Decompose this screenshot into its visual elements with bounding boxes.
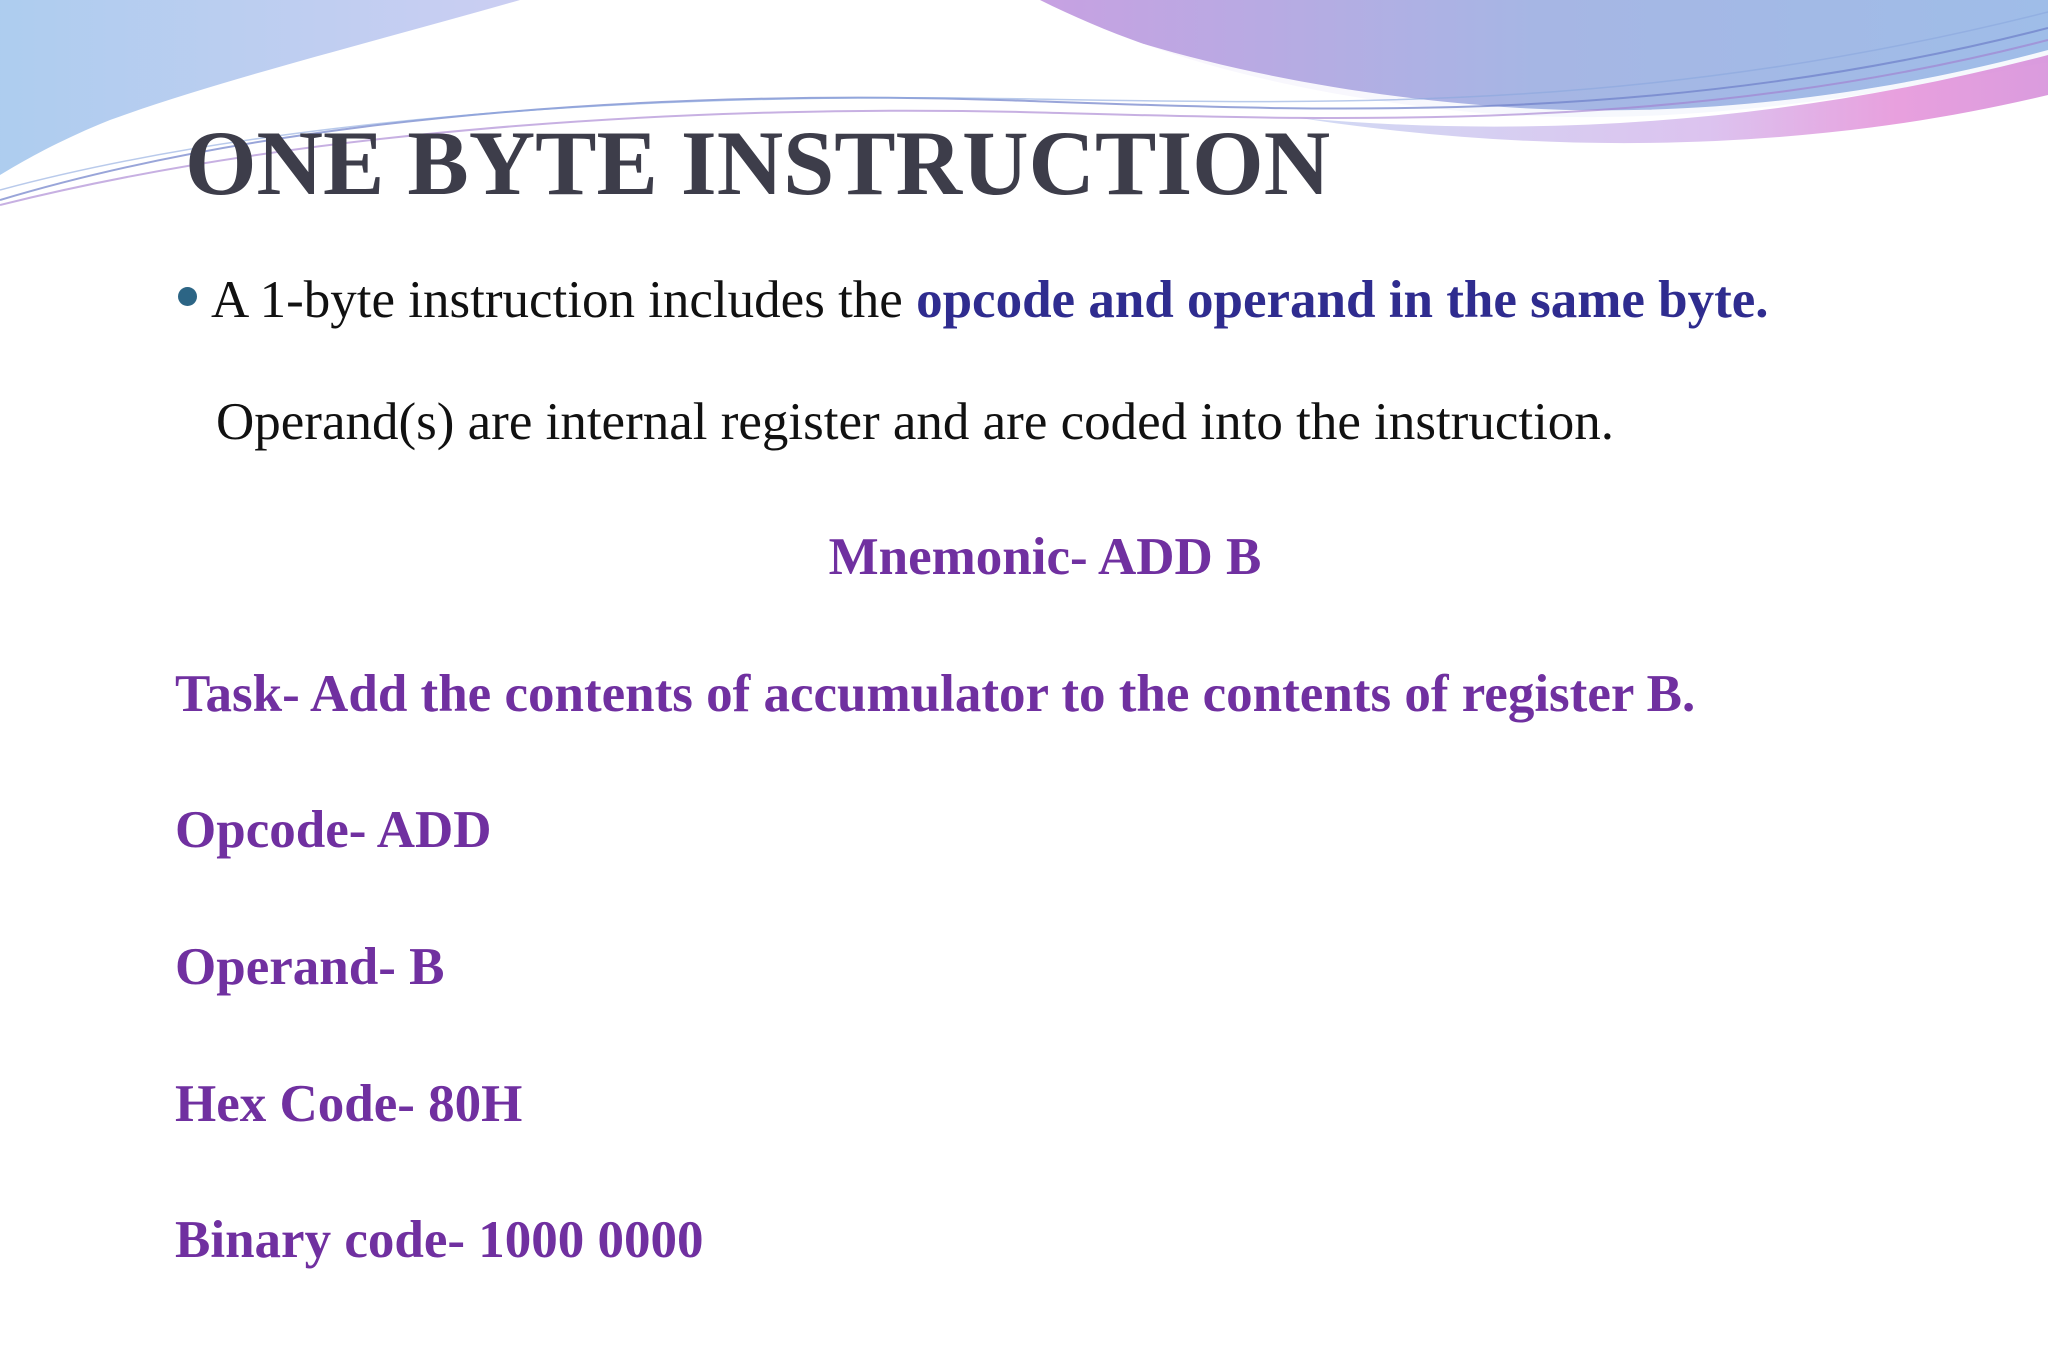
slide-title: ONE BYTE INSTRUCTION: [185, 112, 1331, 214]
bullet-point: [178, 268, 1769, 332]
bullet-continuation: Operand(s) are internal register and are coded into the instruction.: [216, 393, 1615, 451]
opcode-line: Opcode- ADD: [175, 801, 492, 859]
mnemonic-line: Mnemonic- ADD B: [828, 528, 1262, 586]
bullet-text-plain: A 1-byte instruction includes the: [211, 271, 917, 329]
operand-line: Operand- B: [175, 938, 445, 996]
bullet-text-highlight: opcode and operand in the same byte.: [916, 271, 1769, 329]
task-line: Task- Add the contents of accumulator to the contents of register B.: [175, 665, 1696, 723]
bullet-dot-icon: [178, 287, 197, 306]
binary-code-line: Binary code- 1000 0000: [175, 1211, 704, 1269]
hex-code-line: Hex Code- 80H: [175, 1075, 523, 1133]
